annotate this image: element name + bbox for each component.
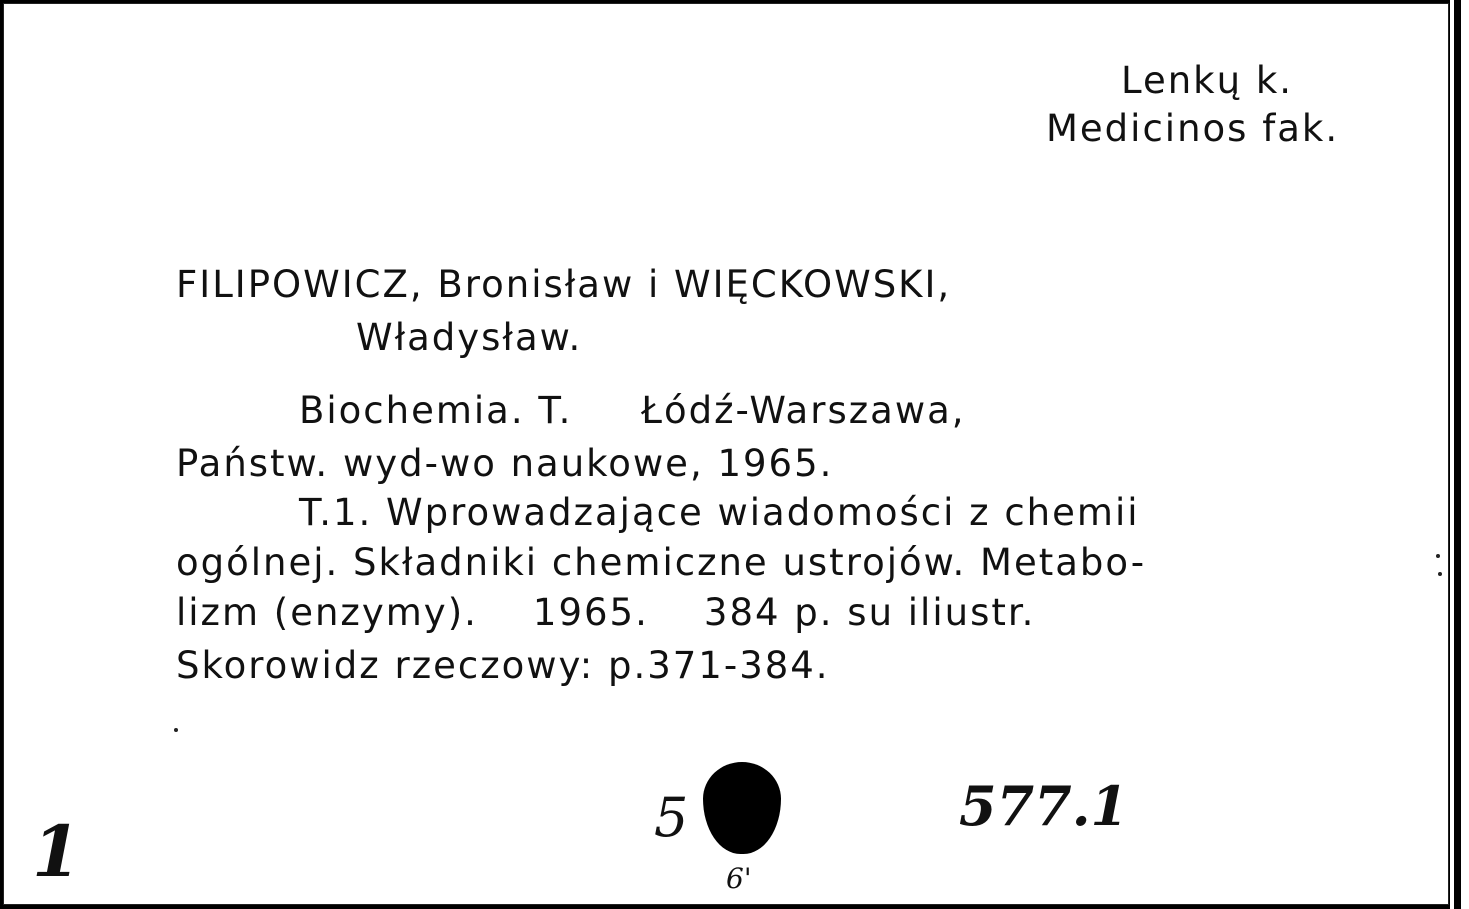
speck <box>1436 554 1440 558</box>
handwritten-mark-left: 5 <box>654 786 689 849</box>
location-line-2: Medicinos fak. <box>1046 107 1340 150</box>
title-line: Biochemia. T. Łódź-Warszawa, <box>299 389 966 432</box>
imprint-line: Państw. wyd-wo naukowe, 1965. <box>176 442 834 485</box>
handwritten-card-number: 1 <box>32 810 81 893</box>
speck <box>1438 572 1442 576</box>
location-line-1: Lenkų k. <box>1121 59 1294 102</box>
ink-blot <box>703 762 781 854</box>
card-edge <box>1450 0 1469 909</box>
author-heading-line-1: FILIPOWICZ, Bronisław i WIĘCKOWSKI, <box>176 263 952 306</box>
volume-line-2: ogólnej. Składniki chemiczne ustrojów. Metabo- <box>176 541 1147 584</box>
edge-line <box>1454 0 1461 909</box>
index-note-line: Skorowidz rzeczowy: p.371-384. <box>176 644 830 687</box>
handwritten-shelf-number: 577.1 <box>959 774 1129 838</box>
catalog-card <box>3 3 1449 905</box>
collation-line: lizm (enzymy). 1965. 384 p. su iliustr. <box>176 591 1036 634</box>
author-heading-line-2: Władysław. <box>356 316 583 359</box>
speck <box>174 728 178 732</box>
volume-line: T.1. Wprowadzające wiadomości z chemii <box>299 491 1140 534</box>
handwritten-mark-below: 6' <box>726 862 752 895</box>
